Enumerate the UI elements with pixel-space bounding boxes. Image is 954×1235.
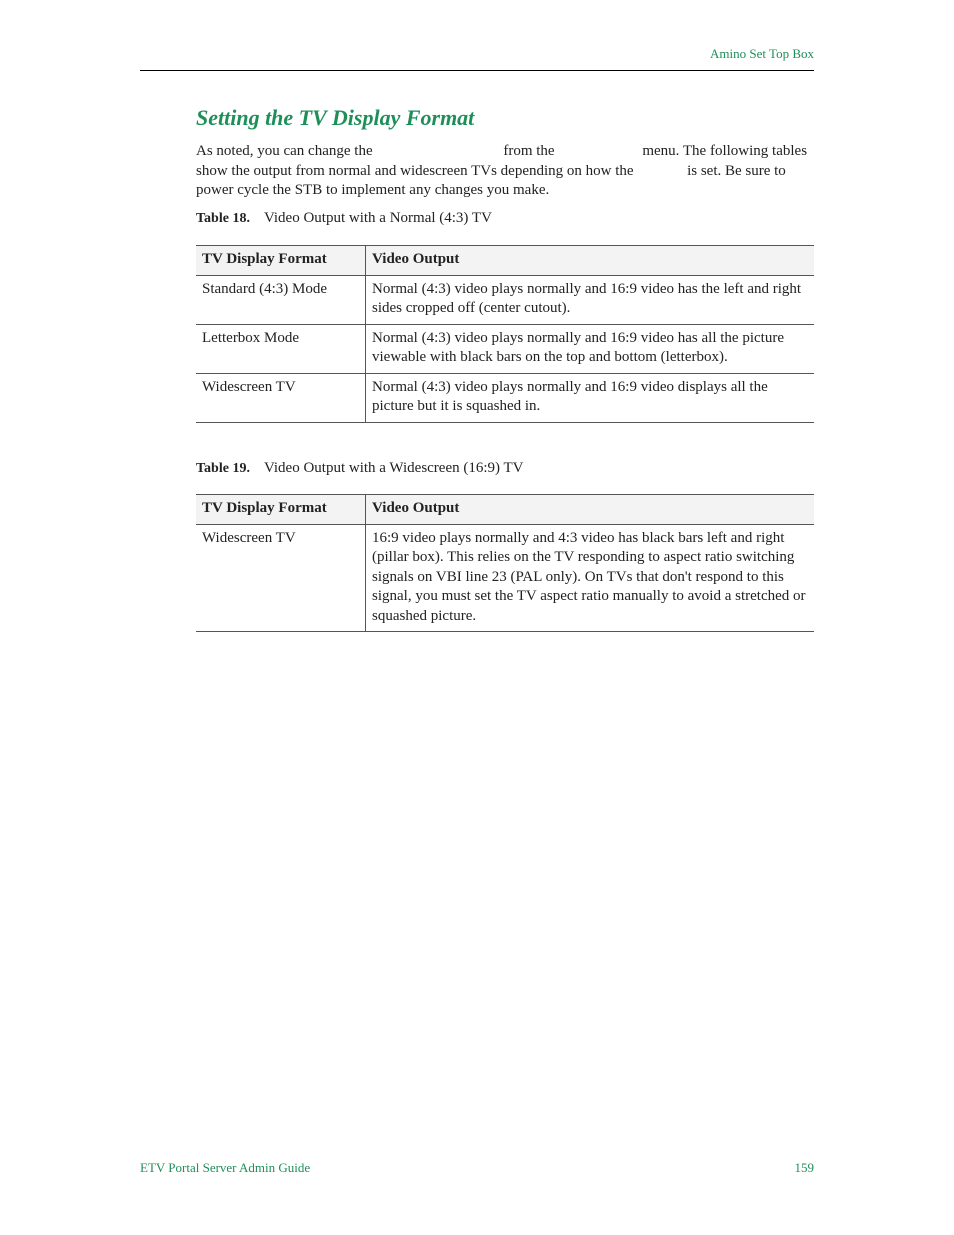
intro-text-1: As noted, you can change the xyxy=(196,143,373,159)
intro-paragraph xyxy=(196,142,814,201)
column-header-output: Video Output xyxy=(366,495,815,525)
table-row xyxy=(196,373,814,422)
format-cell: Widescreen TV xyxy=(196,373,366,422)
column-header-format: TV Display Format xyxy=(196,495,366,525)
table-18-title: Video Output with a Normal (4:3) TV xyxy=(263,210,492,226)
column-header-format: TV Display Format xyxy=(196,246,366,276)
format-cell: Widescreen TV xyxy=(196,524,366,632)
intro-text-2: from the xyxy=(503,143,555,159)
column-header-output: Video Output xyxy=(366,246,815,276)
page-number: 159 xyxy=(794,1160,814,1175)
running-header: Amino Set Top Box xyxy=(710,46,814,61)
output-cell: 16:9 video plays normally and 4:3 video has black bars left and right (pillar box). This relies on the TV responding to aspect ratio switching signals on VBI line 23 (PAL only). On TVs that don't respond to this signal, you must set the TV aspect ratio manually to avoid a stretched or squashed picture. xyxy=(366,524,815,632)
table-row xyxy=(196,275,814,324)
output-cell: Normal (4:3) video plays normally and 16:9 video has all the picture viewable with black bars on the top and bottom (letterbox). xyxy=(366,324,815,373)
table-19-number: Table 19. xyxy=(196,461,250,476)
intro-text-3: menu. The following tables show the output from normal and widescreen TVs depending on how the xyxy=(196,143,808,179)
table-row xyxy=(196,524,814,632)
header-rule xyxy=(140,70,814,71)
section-title: Setting the TV Display Format xyxy=(196,105,475,130)
table-header-row xyxy=(196,246,814,276)
table-19-title: Video Output with a Widescreen (16:9) TV xyxy=(263,460,524,476)
output-cell: Normal (4:3) video plays normally and 16:9 video has the left and right sides cropped off (center cutout). xyxy=(366,275,815,324)
table-19 xyxy=(196,494,814,632)
output-cell: Normal (4:3) video plays normally and 16:9 video displays all the picture but it is squashed in. xyxy=(366,373,815,422)
format-cell: Standard (4:3) Mode xyxy=(196,275,366,324)
table-header-row xyxy=(196,495,814,525)
table-18-number: Table 18. xyxy=(196,211,250,226)
table-row xyxy=(196,324,814,373)
table-18-caption xyxy=(196,210,492,227)
footer-doc-title: ETV Portal Server Admin Guide xyxy=(140,1160,311,1175)
format-cell: Letterbox Mode xyxy=(196,324,366,373)
intro-text-4: is set. Be sure to power cycle the STB to implement any changes you make. xyxy=(196,162,786,198)
table-18 xyxy=(196,245,814,423)
table-19-caption xyxy=(196,460,524,477)
